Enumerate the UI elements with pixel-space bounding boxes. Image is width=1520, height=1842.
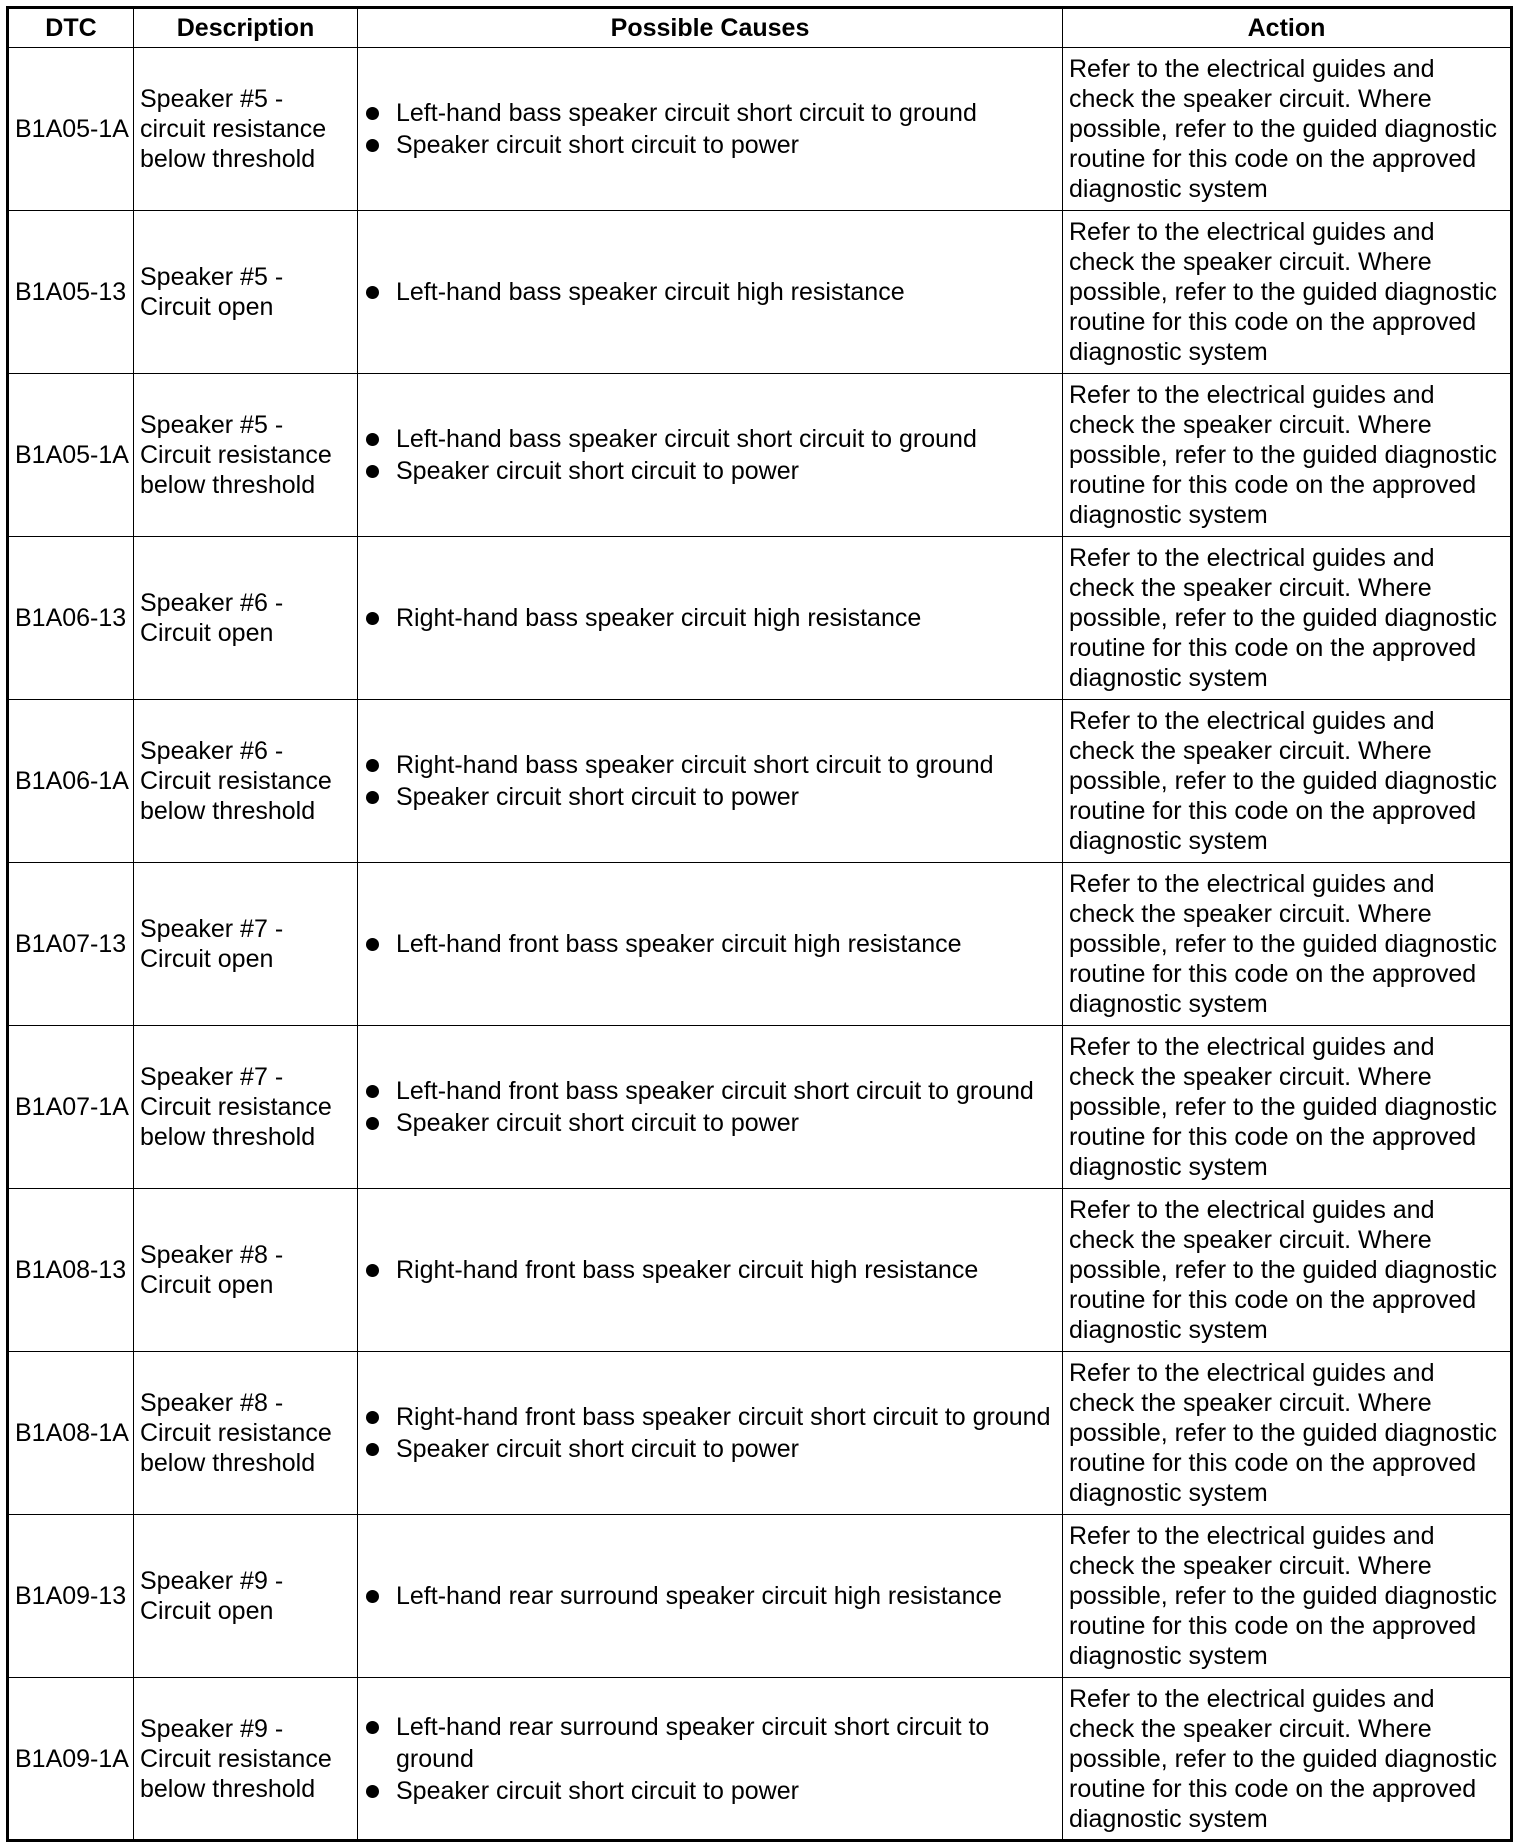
description-cell xyxy=(134,1026,358,1189)
list-item xyxy=(364,455,1056,487)
dtc-code: B1A09-1A xyxy=(8,1678,134,1841)
cause-text: Left-hand bass speaker circuit high resistance xyxy=(396,278,905,306)
bullet-icon xyxy=(366,1443,379,1456)
description-line: Circuit open xyxy=(140,1597,274,1625)
description-line: Speaker #9 - xyxy=(140,1567,284,1595)
table-row xyxy=(8,863,1512,1026)
header-dtc: DTC xyxy=(8,8,134,48)
table-row xyxy=(8,700,1512,863)
description-line: Speaker #7 - xyxy=(140,915,284,943)
cause-list xyxy=(364,1580,1056,1612)
possible-causes-cell xyxy=(358,1189,1063,1352)
cause-list xyxy=(364,97,1056,161)
bullet-icon xyxy=(366,759,379,772)
dtc-code: B1A08-1A xyxy=(8,1352,134,1515)
description-cell xyxy=(134,48,358,211)
description-cell xyxy=(134,863,358,1026)
table-header-row xyxy=(8,8,1512,48)
description-line: Speaker #5 - xyxy=(140,263,284,291)
cause-text: Left-hand rear surround speaker circuit short circuit to ground xyxy=(396,1712,990,1773)
dtc-code: B1A05-13 xyxy=(8,211,134,374)
description-line: Speaker #9 - xyxy=(140,1714,284,1743)
list-item xyxy=(364,928,1056,960)
possible-causes-cell xyxy=(358,700,1063,863)
description-cell xyxy=(134,211,358,374)
description-cell xyxy=(134,1678,358,1841)
cause-text: Speaker circuit short circuit to power xyxy=(396,457,799,485)
cause-text: Left-hand front bass speaker circuit short circuit to ground xyxy=(396,1077,1034,1105)
table-row xyxy=(8,1352,1512,1515)
table-row xyxy=(8,211,1512,374)
dtc-code: B1A09-13 xyxy=(8,1515,134,1678)
description-cell xyxy=(134,1189,358,1352)
bullet-icon xyxy=(366,1117,379,1130)
description-line: Circuit resistance xyxy=(140,1744,332,1773)
possible-causes-cell xyxy=(358,537,1063,700)
table-body xyxy=(8,48,1512,1841)
list-item xyxy=(364,1433,1056,1465)
header-action: Action xyxy=(1063,8,1512,48)
bullet-icon xyxy=(366,107,379,120)
list-item xyxy=(364,1254,1056,1286)
bullet-icon xyxy=(366,1590,379,1603)
description-line: below threshold xyxy=(140,1123,316,1151)
cause-list xyxy=(364,928,1056,960)
list-item xyxy=(364,1711,1056,1775)
table-row xyxy=(8,1515,1512,1678)
table-row xyxy=(8,1189,1512,1352)
cause-text: Left-hand rear surround speaker circuit high resistance xyxy=(396,1582,1002,1610)
description-line: Circuit open xyxy=(140,1271,274,1299)
description-line: below threshold xyxy=(140,1449,316,1477)
action-cell: Refer to the electrical guides and check the speaker circuit. Where possible, refer to the guided diagnostic routine for this code on the approved diagnostic system xyxy=(1063,1026,1512,1189)
possible-causes-cell xyxy=(358,1352,1063,1515)
dtc-code: B1A06-13 xyxy=(8,537,134,700)
table-row xyxy=(8,1678,1512,1841)
cause-list xyxy=(364,1075,1056,1139)
bullet-icon xyxy=(366,433,379,446)
list-item xyxy=(364,1775,1056,1807)
bullet-icon xyxy=(366,1085,379,1098)
description-line: Circuit open xyxy=(140,293,274,321)
cause-text: Left-hand bass speaker circuit short circuit to ground xyxy=(396,425,977,453)
description-line: Speaker #7 - xyxy=(140,1063,284,1091)
cause-list xyxy=(364,1401,1056,1465)
cause-text: Speaker circuit short circuit to power xyxy=(396,1776,799,1805)
bullet-icon xyxy=(366,465,379,478)
description-line: Speaker #6 - xyxy=(140,737,284,765)
action-cell: Refer to the electrical guides and check the speaker circuit. Where possible, refer to the guided diagnostic routine for this code on the approved diagnostic system xyxy=(1063,700,1512,863)
bullet-icon xyxy=(366,139,379,152)
description-line: Circuit resistance xyxy=(140,1093,332,1121)
bullet-icon xyxy=(366,612,379,625)
possible-causes-cell xyxy=(358,374,1063,537)
header-possible-causes: Possible Causes xyxy=(358,8,1063,48)
cause-list xyxy=(364,276,1056,308)
cause-list xyxy=(364,423,1056,487)
list-item xyxy=(364,602,1056,634)
cause-text: Right-hand front bass speaker circuit short circuit to ground xyxy=(396,1403,1051,1431)
description-line: Speaker #5 - xyxy=(140,411,284,439)
list-item xyxy=(364,97,1056,129)
dtc-table xyxy=(6,6,1513,1842)
description-line: below threshold xyxy=(140,145,316,173)
description-line: Speaker #8 - xyxy=(140,1241,284,1269)
cause-text: Right-hand front bass speaker circuit high resistance xyxy=(396,1256,979,1284)
dtc-code: B1A05-1A xyxy=(8,48,134,211)
action-cell: Refer to the electrical guides and check the speaker circuit. Where possible, refer to the guided diagnostic routine for this code on the approved diagnostic system xyxy=(1063,48,1512,211)
table-row xyxy=(8,374,1512,537)
cause-text: Speaker circuit short circuit to power xyxy=(396,1435,799,1463)
bullet-icon xyxy=(366,938,379,951)
description-line: below threshold xyxy=(140,797,316,825)
cause-text: Speaker circuit short circuit to power xyxy=(396,1109,799,1137)
description-line: Circuit resistance xyxy=(140,441,332,469)
dtc-code: B1A07-13 xyxy=(8,863,134,1026)
cause-list xyxy=(364,749,1056,813)
bullet-icon xyxy=(366,1785,379,1798)
description-cell xyxy=(134,1352,358,1515)
table-row xyxy=(8,1026,1512,1189)
dtc-code: B1A06-1A xyxy=(8,700,134,863)
bullet-icon xyxy=(366,1264,379,1277)
description-line: circuit resistance xyxy=(140,115,327,143)
description-cell xyxy=(134,1515,358,1678)
cause-text: Speaker circuit short circuit to power xyxy=(396,783,799,811)
possible-causes-cell xyxy=(358,1515,1063,1678)
description-line: below threshold xyxy=(140,471,316,499)
header-description: Description xyxy=(134,8,358,48)
possible-causes-cell xyxy=(358,211,1063,374)
list-item xyxy=(364,749,1056,781)
cause-list xyxy=(364,1711,1056,1807)
list-item xyxy=(364,1401,1056,1433)
bullet-icon xyxy=(366,1411,379,1424)
description-line: Speaker #5 - xyxy=(140,85,284,113)
description-line: Speaker #8 - xyxy=(140,1389,284,1417)
description-line: Speaker #6 - xyxy=(140,589,284,617)
table-row xyxy=(8,48,1512,211)
dtc-code: B1A08-13 xyxy=(8,1189,134,1352)
cause-text: Right-hand bass speaker circuit short circuit to ground xyxy=(396,751,994,779)
dtc-code: B1A07-1A xyxy=(8,1026,134,1189)
list-item xyxy=(364,1580,1056,1612)
action-cell: Refer to the electrical guides and check the speaker circuit. Where possible, refer to the guided diagnostic routine for this code on the approved diagnostic system xyxy=(1063,1515,1512,1678)
possible-causes-cell xyxy=(358,1026,1063,1189)
table-row xyxy=(8,537,1512,700)
list-item xyxy=(364,129,1056,161)
bullet-icon xyxy=(366,1721,379,1734)
cause-text: Left-hand front bass speaker circuit high resistance xyxy=(396,930,962,958)
cause-list xyxy=(364,1254,1056,1286)
list-item xyxy=(364,1075,1056,1107)
description-line: Circuit resistance xyxy=(140,1419,332,1447)
description-line: Circuit open xyxy=(140,619,274,647)
cause-text: Speaker circuit short circuit to power xyxy=(396,131,799,159)
list-item xyxy=(364,781,1056,813)
bullet-icon xyxy=(366,791,379,804)
action-cell: Refer to the electrical guides and check the speaker circuit. Where possible, refer to the guided diagnostic routine for this code on the approved diagnostic system xyxy=(1063,537,1512,700)
dtc-code: B1A05-1A xyxy=(8,374,134,537)
list-item xyxy=(364,423,1056,455)
description-cell xyxy=(134,537,358,700)
action-cell: Refer to the electrical guides and check the speaker circuit. Where possible, refer to the guided diagnostic routine for this code on the approved diagnostic system xyxy=(1063,1678,1512,1841)
list-item xyxy=(364,276,1056,308)
action-cell: Refer to the electrical guides and check the speaker circuit. Where possible, refer to the guided diagnostic routine for this code on the approved diagnostic system xyxy=(1063,211,1512,374)
description-line: below threshold xyxy=(140,1774,316,1803)
description-line: Circuit resistance xyxy=(140,767,332,795)
description-cell xyxy=(134,374,358,537)
description-line: Circuit open xyxy=(140,945,274,973)
cause-text: Left-hand bass speaker circuit short circuit to ground xyxy=(396,99,977,127)
possible-causes-cell xyxy=(358,863,1063,1026)
bullet-icon xyxy=(366,286,379,299)
action-cell: Refer to the electrical guides and check the speaker circuit. Where possible, refer to the guided diagnostic routine for this code on the approved diagnostic system xyxy=(1063,1352,1512,1515)
list-item xyxy=(364,1107,1056,1139)
possible-causes-cell xyxy=(358,1678,1063,1841)
description-cell xyxy=(134,700,358,863)
possible-causes-cell xyxy=(358,48,1063,211)
cause-list xyxy=(364,602,1056,634)
action-cell: Refer to the electrical guides and check the speaker circuit. Where possible, refer to the guided diagnostic routine for this code on the approved diagnostic system xyxy=(1063,863,1512,1026)
action-cell: Refer to the electrical guides and check the speaker circuit. Where possible, refer to the guided diagnostic routine for this code on the approved diagnostic system xyxy=(1063,1189,1512,1352)
action-cell: Refer to the electrical guides and check the speaker circuit. Where possible, refer to the guided diagnostic routine for this code on the approved diagnostic system xyxy=(1063,374,1512,537)
cause-text: Right-hand bass speaker circuit high resistance xyxy=(396,604,922,632)
